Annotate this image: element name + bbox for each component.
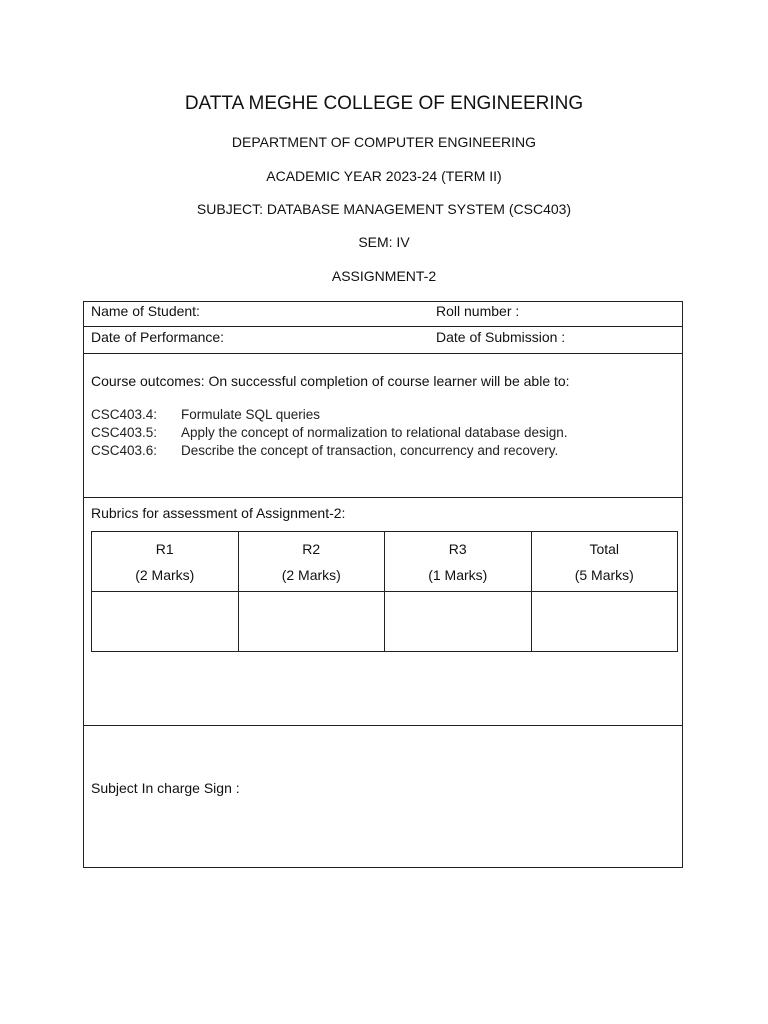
rubrics-score-row — [92, 592, 678, 652]
semester: SEM: IV — [358, 234, 410, 250]
rubric-name: Total — [589, 540, 620, 557]
rubrics-heading: Rubrics for assessment of Assignment-2: — [91, 505, 346, 521]
outcome-text: Apply the concept of normalization to relational database design. — [181, 425, 568, 440]
divider — [84, 725, 682, 726]
rubric-name: R3 — [448, 540, 467, 557]
rubric-header-cell — [531, 532, 678, 592]
course-outcomes-heading: Course outcomes: On successful completion of course learner will be able to: — [91, 373, 570, 389]
college-title: DATTA MEGHE COLLEGE OF ENGINEERING — [184, 93, 584, 114]
rubric-header-cell — [385, 532, 532, 592]
score-cell-r3[interactable] — [385, 592, 532, 652]
subject-title: SUBJECT: DATABASE MANAGEMENT SYSTEM (CSC403) — [196, 201, 572, 217]
outcome-text: Formulate SQL queries — [181, 407, 321, 422]
divider — [84, 326, 682, 327]
roll-number-label: Roll number : — [436, 303, 520, 319]
department-title: DEPARTMENT OF COMPUTER ENGINEERING — [231, 134, 537, 150]
rubric-marks: (2 Marks) — [135, 566, 195, 583]
rubric-header-cell — [92, 532, 239, 592]
academic-year: ACADEMIC YEAR 2023-24 (TERM II) — [266, 168, 502, 184]
course-outcome-item — [91, 407, 320, 422]
rubric-marks: (1 Marks) — [428, 566, 488, 583]
outcome-code: CSC403.5: — [91, 425, 158, 440]
outcome-text: Describe the concept of transaction, concurrency and recovery. — [181, 443, 559, 458]
score-cell-total[interactable] — [531, 592, 678, 652]
date-of-submission-label: Date of Submission : — [436, 329, 566, 345]
rubrics-header-row — [92, 532, 678, 592]
rubric-name: R1 — [155, 540, 174, 557]
student-name-label: Name of Student: — [91, 303, 200, 319]
outcome-code: CSC403.4: — [91, 407, 158, 422]
rubric-marks: (2 Marks) — [281, 566, 341, 583]
divider — [84, 353, 682, 354]
assignment-form — [83, 301, 683, 868]
score-cell-r1[interactable] — [92, 592, 239, 652]
rubrics-table — [91, 531, 678, 652]
score-cell-r2[interactable] — [238, 592, 385, 652]
assignment-title: ASSIGNMENT-2 — [331, 268, 437, 284]
outcome-code: CSC403.6: — [91, 443, 158, 458]
date-of-performance-label: Date of Performance: — [91, 329, 225, 345]
rubric-name: R2 — [302, 540, 321, 557]
rubric-marks: (5 Marks) — [574, 566, 634, 583]
course-outcome-item — [91, 443, 558, 458]
rubric-header-cell — [238, 532, 385, 592]
subject-incharge-sign-label: Subject In charge Sign : — [91, 780, 240, 796]
course-outcome-item — [91, 425, 568, 440]
divider — [84, 497, 682, 498]
